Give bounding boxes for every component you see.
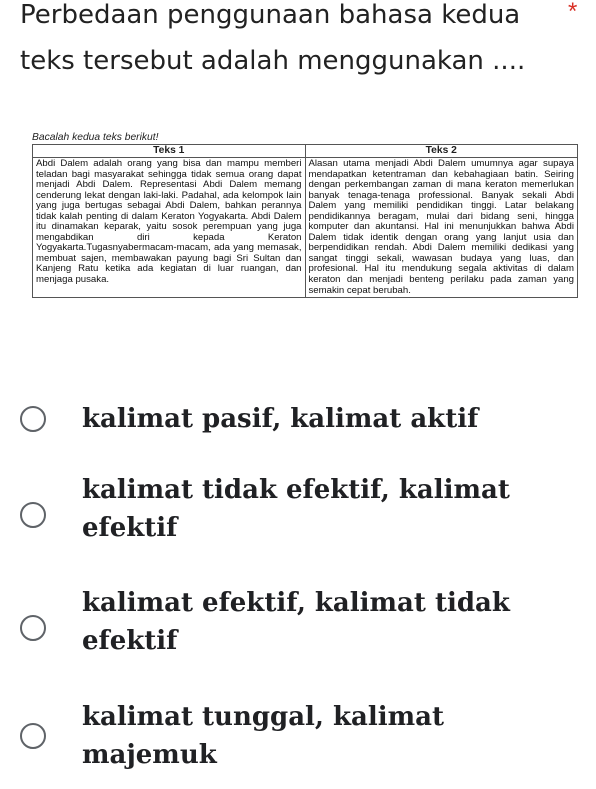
table-header-teks-1: Teks 1 [33, 145, 306, 158]
option-1[interactable] [0, 400, 596, 440]
teks-2-content: Alasan utama menjadi Abdi Dalem umumnya agar supaya mendapatkan ketentraman dan kebahagiaan batin. Seiring dengan perkembangan zaman di mana keraton memerlukan banyak tenaga-tenaga professional. Banyak sekali Abdi Dalem yang memiliki pendidikan tinggi. Latar belakang pendidikannya beragam, mulai dari bidang seni, hingga komputer dan akuntansi. Hal ini menunjukkan bahwa Abdi Dalem tidak identik dengan orang yang lanjut usia dan berpendidikan rendah. Abdi Dalem memiliki dedikasi yang sangat tinggi sekali, wawasan budaya yang luas, dan profesional. Hal itu mendukung segala aktivitas di dalam keraton dan menjadi benteng perilaku pada zaman yang semakin cepat berubah. [305, 158, 578, 298]
option-2-label[interactable]: kalimat tidak efektif, kalimat efektif [82, 475, 510, 543]
passage-table [32, 144, 578, 298]
radio-button-icon[interactable] [20, 406, 46, 432]
radio-button-icon[interactable] [20, 502, 46, 528]
passage-intro: Bacalah kedua teks berikut! [32, 132, 159, 143]
option-2[interactable] [0, 471, 596, 551]
option-4[interactable] [0, 698, 596, 778]
radio-button-icon[interactable] [20, 723, 46, 749]
radio-button-icon[interactable] [20, 615, 46, 641]
teks-1-content: Abdi Dalem adalah orang yang bisa dan mampu memberi teladan bagi masyarakat sehingga tidak semua orang dapat menjadi Abdi Dalem. Representasi Abdi Dalem memang cenderung lekat dengan laki-laki. Padahal, ada kelompok lain yang juga bertugas sebagai Abdi Dalem, bahkan perannya tidak kalah penting di dalam Keraton Yogyakarta. Abdi Dalem itu dinamakan keparak, yaitu sosok perempuan yang juga mengabdikan diri kepada Keraton Yogyakarta.Tugasnyabermacam-macam, ada yang memasak, membuat sajen, membawakan payung bagi Sri Sultan dan Kanjeng Ratu ketika ada kegiatan di luar ruangan, dan menjaga pusaka. [33, 158, 306, 298]
passage-image [32, 131, 578, 298]
option-1-label[interactable]: kalimat pasif, kalimat aktif [82, 404, 479, 434]
table-header-teks-2: Teks 2 [305, 145, 578, 158]
question-text: Perbedaan penggunaan bahasa kedua teks tersebut adalah menggunakan .... [20, 0, 526, 76]
option-3-label[interactable]: kalimat efektif, kalimat tidak efektif [82, 588, 510, 656]
option-4-label[interactable]: kalimat tunggal, kalimat majemuk [82, 702, 445, 770]
required-marker: * [568, 0, 578, 25]
option-3[interactable] [0, 584, 596, 664]
